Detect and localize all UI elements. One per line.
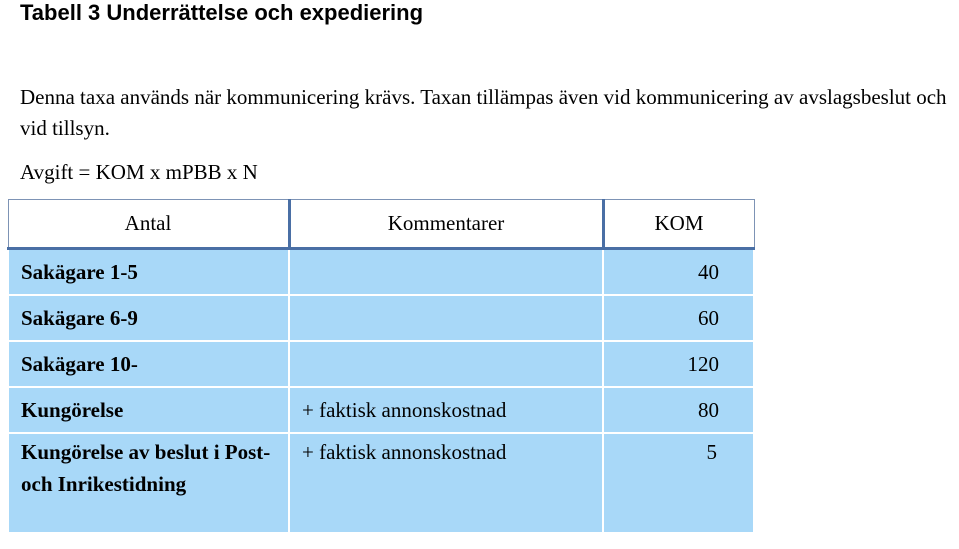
table-row (8, 433, 754, 533)
cell-kom: 80 (603, 387, 754, 433)
cell-kommentar (289, 295, 603, 341)
cell-antal: Sakägare 10- (8, 341, 289, 387)
cell-kommentar: + faktisk annonskostnad (289, 433, 603, 533)
table-header-row (8, 200, 754, 249)
table-row (8, 341, 754, 387)
table-row (8, 249, 754, 296)
header-kom: KOM (603, 200, 754, 249)
table-title: Tabell 3 Underrättelse och expediering (20, 0, 424, 25)
cell-antal: Kungörelse av beslut i Post- och Inrikestidning (8, 433, 289, 533)
table-row (8, 387, 754, 433)
cell-antal: Sakägare 6-9 (8, 295, 289, 341)
cell-antal: Kungörelse (8, 387, 289, 433)
cell-kom: 60 (603, 295, 754, 341)
header-antal: Antal (8, 200, 289, 249)
description-paragraph: Denna taxa används när kommunicering krävs. Taxan tillämpas även vid kommunicering av avslagsbeslut och vid tillsyn. (20, 85, 947, 140)
cell-kom: 5 (603, 433, 754, 533)
fee-formula: Avgift = KOM x mPBB x N (20, 160, 258, 184)
fee-table (7, 199, 755, 534)
cell-kommentar (289, 341, 603, 387)
header-kommentarer: Kommentarer (289, 200, 603, 249)
cell-kommentar (289, 249, 603, 296)
cell-antal: Sakägare 1-5 (8, 249, 289, 296)
table-row (8, 295, 754, 341)
cell-kom: 120 (603, 341, 754, 387)
cell-kommentar: + faktisk annonskostnad (289, 387, 603, 433)
cell-kom: 40 (603, 249, 754, 296)
